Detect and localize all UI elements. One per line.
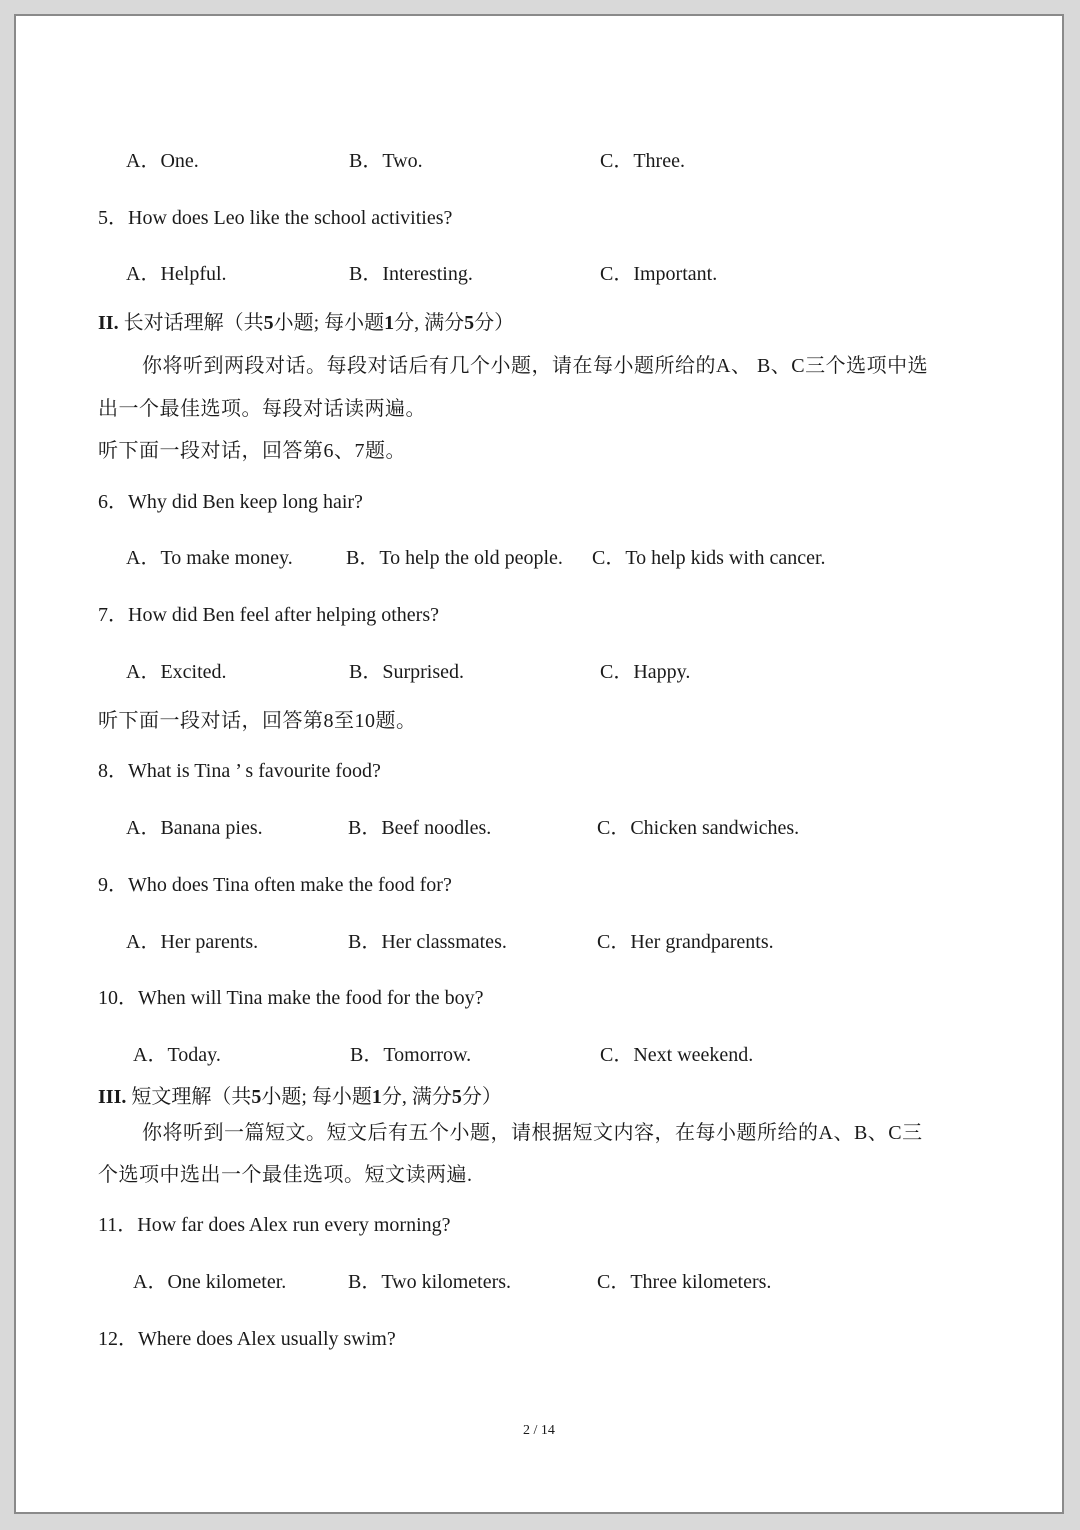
section-3-total: 5 [451, 1086, 462, 1108]
q4-option-a[interactable]: A．One. [126, 150, 199, 172]
section-2-each: 1 [384, 312, 395, 334]
q7-option-c[interactable]: C．Happy. [600, 661, 691, 683]
q4-option-c[interactable]: C．Three. [600, 150, 685, 172]
section-2-numeral: II. [98, 312, 119, 334]
q7-option-b[interactable]: B．Surprised. [349, 661, 464, 683]
section-2-count: 5 [263, 312, 274, 334]
q7-option-a[interactable]: A．Excited. [126, 661, 227, 683]
section-3-count: 5 [251, 1086, 262, 1108]
q9-option-c[interactable]: C．Her grandparents. [597, 931, 774, 953]
q8-option-c[interactable]: C．Chicken sandwiches. [597, 817, 800, 839]
q8-option-a[interactable]: A．Banana pies. [126, 817, 263, 839]
q7-question: 7．How did Ben feel after helping others? [98, 604, 440, 626]
section-2-heading [98, 311, 514, 335]
section-2-title-mid: 小题; 每小题 [273, 312, 385, 334]
section-2-total: 5 [464, 312, 475, 334]
q6-option-c[interactable]: C．To help kids with cancer. [592, 547, 826, 569]
section-2-instruction-line2: 出一个最佳选项。每段对话读两遍。 [98, 398, 426, 420]
dialogue-1-intro: 听下面一段对话，回答第6、7题。 [98, 440, 406, 462]
q8-question: 8．What is Tina ’ s favourite food? [98, 760, 381, 782]
q8-option-b[interactable]: B．Beef noodles. [348, 817, 492, 839]
q10-option-a[interactable]: A．Today. [133, 1044, 221, 1066]
q10-option-b[interactable]: B．Tomorrow. [350, 1044, 472, 1066]
section-2-title-mid2: 分, 满分 [394, 312, 465, 334]
section-3-numeral: III. [98, 1086, 127, 1108]
q5-option-a[interactable]: A．Helpful. [126, 263, 227, 285]
page-number: 2 / 14 [523, 1423, 555, 1438]
q11-option-c[interactable]: C．Three kilometers. [597, 1271, 772, 1293]
dialogue-2-intro: 听下面一段对话，回答第8至10题。 [98, 710, 417, 732]
section-3-instruction-line1: 你将听到一篇短文。短文后有五个小题，请根据短文内容，在每小题所给的A、B、C三 [142, 1122, 923, 1144]
exam-page [14, 14, 1064, 1514]
section-3-title-mid2: 分, 满分 [381, 1086, 452, 1108]
q6-option-a[interactable]: A．To make money. [126, 547, 293, 569]
q10-option-c[interactable]: C．Next weekend. [600, 1044, 754, 1066]
q9-option-b[interactable]: B．Her classmates. [348, 931, 507, 953]
section-3-instruction-line2: 个选项中选出一个最佳选项。短文读两遍. [98, 1164, 473, 1186]
section-3-heading [98, 1085, 502, 1109]
section-3-title: 短文理解（共 [131, 1086, 252, 1108]
q5-option-c[interactable]: C．Important. [600, 263, 718, 285]
section-3-each: 1 [371, 1086, 382, 1108]
q11-question: 11．How far does Alex run every morning? [98, 1214, 451, 1236]
section-2-title-end: 分） [474, 312, 515, 334]
q9-question: 9．Who does Tina often make the food for? [98, 874, 452, 896]
section-2-title: 长对话理解（共 [123, 312, 264, 334]
section-3-title-mid: 小题; 每小题 [261, 1086, 372, 1108]
q9-option-a[interactable]: A．Her parents. [126, 931, 259, 953]
q11-option-b[interactable]: B．Two kilometers. [348, 1271, 512, 1293]
q10-question: 10．When will Tina make the food for the boy? [98, 987, 484, 1009]
q6-option-b[interactable]: B．To help the old people. [346, 547, 563, 569]
q11-option-a[interactable]: A．One kilometer. [133, 1271, 287, 1293]
q12-question: 12．Where does Alex usually swim? [98, 1328, 396, 1350]
q5-question: 5．How does Leo like the school activities? [98, 207, 453, 229]
q6-question: 6．Why did Ben keep long hair? [98, 491, 363, 513]
section-2-instruction-line1: 你将听到两段对话。每段对话后有几个小题，请在每小题所给的A、 B、C三个选项中选 [142, 355, 929, 377]
q4-option-b[interactable]: B．Two. [349, 150, 423, 172]
section-3-title-end: 分） [461, 1086, 502, 1108]
q5-option-b[interactable]: B．Interesting. [349, 263, 473, 285]
